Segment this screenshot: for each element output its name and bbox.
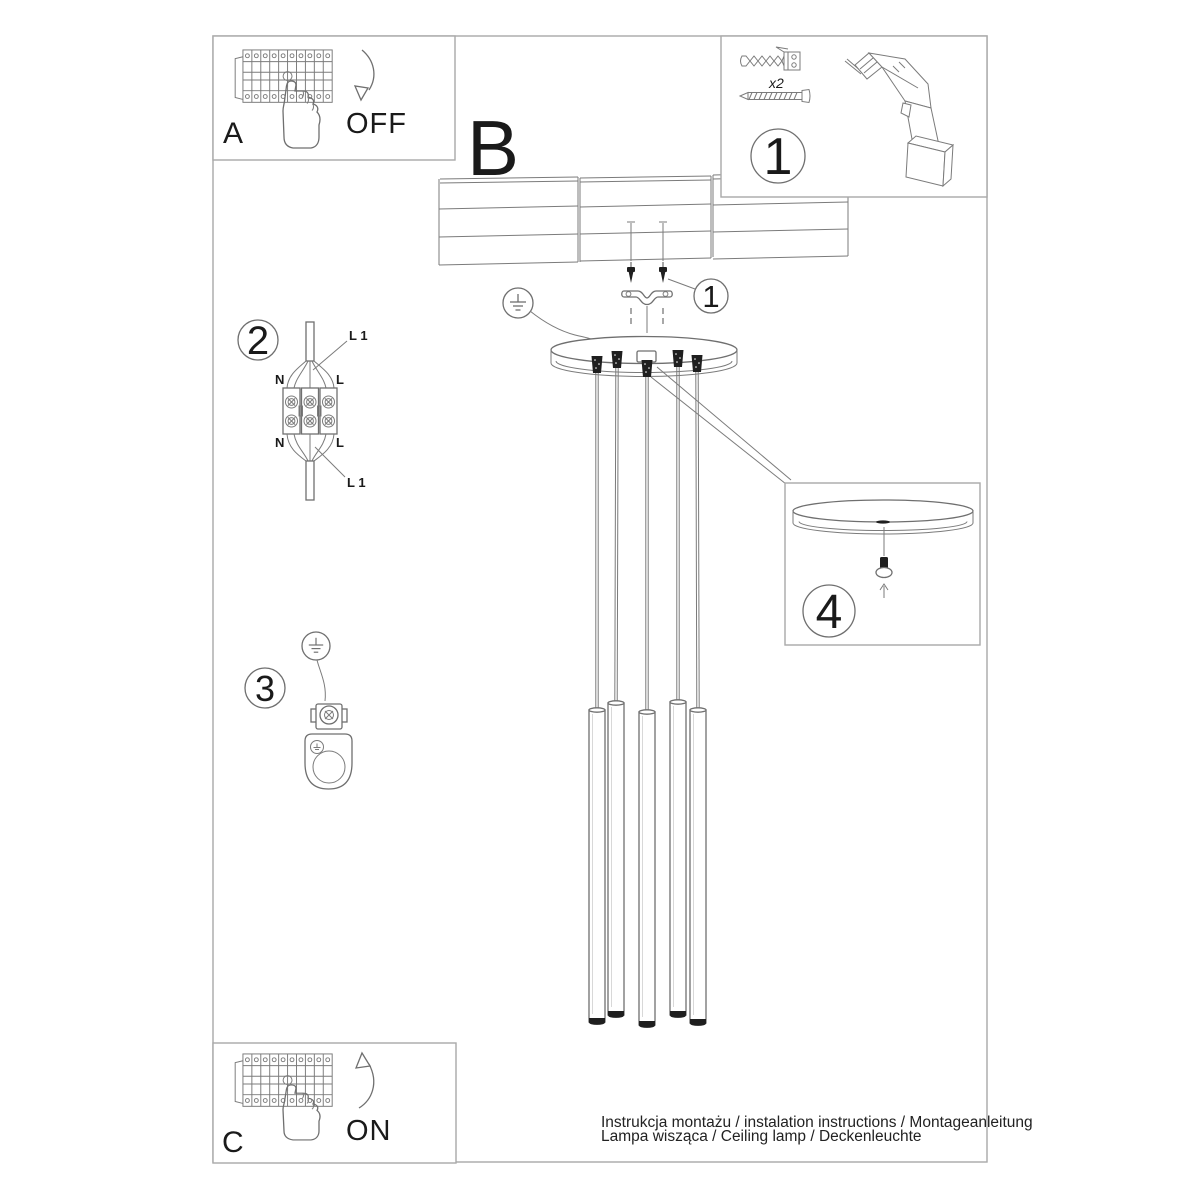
pendant-tube [690, 708, 706, 1026]
ground-connector-diagram [245, 632, 352, 789]
mounting-hardware [622, 262, 728, 333]
hardware-kit-box [721, 36, 987, 197]
callout-pointer-line [668, 279, 695, 289]
footer-line-1: Instrukcja montażu / instalation instructions / Montageanleitung [601, 1114, 1033, 1131]
step-c-box [213, 1043, 456, 1163]
callout-number: 1 [702, 279, 720, 314]
ground-symbol-main [503, 288, 595, 341]
pendant-tube [670, 700, 686, 1018]
wire-label-n-top: N [275, 372, 285, 387]
callout-terminal-block [238, 319, 278, 363]
cable-bottom [306, 461, 314, 500]
footer-text [601, 1114, 1033, 1145]
ground-symbol-small [302, 632, 330, 660]
step-b-letter: B [467, 104, 520, 192]
callout-number: 2 [246, 319, 270, 363]
callout-mounting-screws [694, 279, 728, 314]
mounting-bracket [622, 291, 673, 305]
ground-wire [530, 311, 595, 341]
callout-number: 4 [815, 586, 843, 639]
power-on-label: ON [346, 1115, 392, 1147]
wire-label-l1-bottom: L 1 [347, 475, 366, 490]
detail-pointer-line-2 [651, 377, 786, 484]
wire-label-l-bottom: L [336, 435, 344, 450]
terminal-block [283, 388, 337, 434]
step-a-box [213, 36, 455, 160]
callout-number: 3 [254, 668, 276, 709]
wiring-diagram [238, 319, 368, 500]
step-letter: C [222, 1126, 244, 1159]
step-letter: A [223, 117, 244, 150]
anchor-quantity-label: x2 [769, 75, 784, 91]
pendant-tube [608, 701, 624, 1018]
cable-grip [673, 350, 684, 367]
ground-bracket [305, 734, 352, 789]
mounting-screw-left [627, 267, 635, 283]
l1-pointer-top [313, 341, 347, 370]
power-off-label: OFF [346, 108, 407, 140]
footer-line-2: Lampa wisząca / Ceiling lamp / Deckenleuchte [601, 1128, 922, 1145]
ground-wire-small [317, 660, 325, 701]
canopy-detail-box [785, 483, 980, 645]
cable-top [306, 322, 314, 361]
callout-number: 1 [763, 128, 793, 186]
cable-grip [692, 355, 703, 372]
wire-label-n-bottom: N [275, 435, 285, 450]
cable-grip [642, 360, 653, 377]
cable-grip [612, 351, 623, 368]
callout-ground-connector [245, 668, 285, 709]
pendant-tubes [589, 700, 706, 1028]
l1-pointer-bottom [315, 447, 345, 477]
mounting-screw-right [659, 267, 667, 283]
wire-label-l-top: L [336, 372, 344, 387]
cable-grip [592, 356, 603, 373]
pendant-tube [639, 710, 655, 1028]
wire-label-l1-top: L 1 [349, 328, 368, 343]
suspension-cables [596, 367, 699, 712]
drill-hole-marks [627, 222, 667, 261]
ground-terminal [311, 704, 347, 729]
pendant-tube [589, 708, 605, 1025]
